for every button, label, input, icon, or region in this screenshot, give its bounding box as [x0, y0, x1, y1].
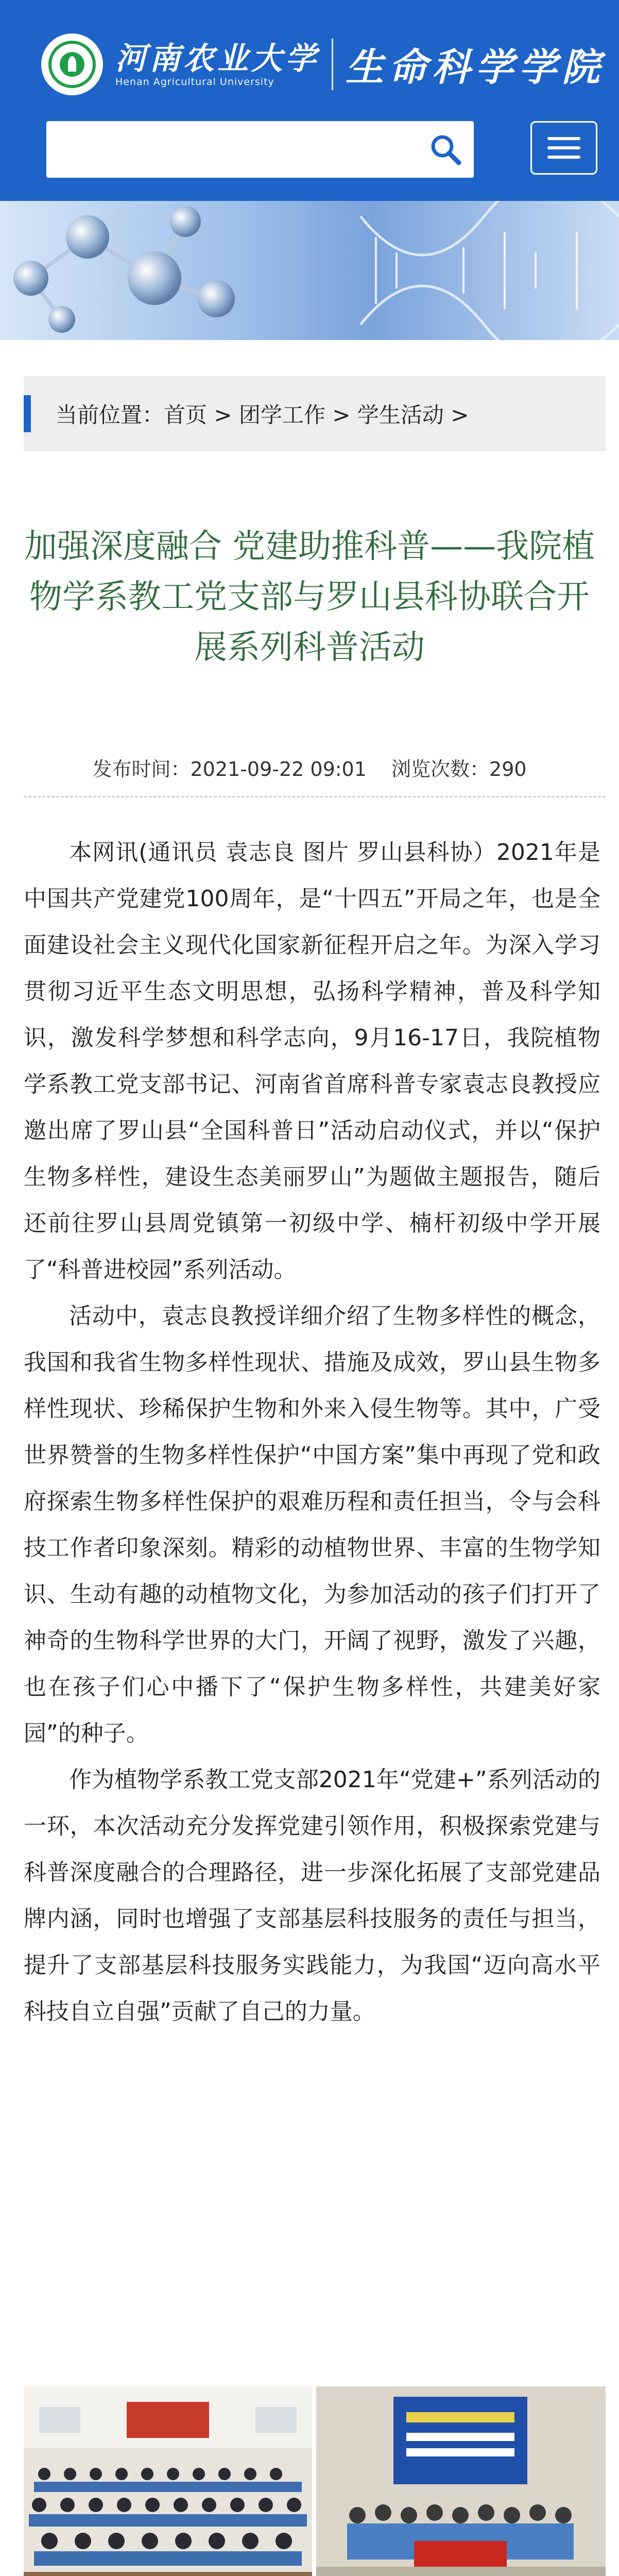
hamburger-menu-icon[interactable]	[530, 121, 597, 175]
breadcrumb-prefix: 当前位置：	[56, 402, 164, 428]
university-name-en: Henan Agricultural University	[115, 76, 274, 88]
views-label: 浏览次数：	[391, 758, 490, 781]
site-header	[0, 0, 619, 201]
university-name-cn: 河南农业大学	[115, 41, 319, 77]
views-value: 290	[489, 758, 527, 781]
photo-collage	[24, 2386, 606, 2576]
header-banner	[0, 201, 619, 340]
university-emblem-icon	[41, 33, 103, 95]
article-title: 加强深度融合 党建助推科普——我院植物学系教工党支部与罗山县科协联合开展系列科普活动	[24, 528, 595, 667]
breadcrumb-accent-bar	[24, 395, 31, 432]
breadcrumb-section[interactable]: 团学工作	[238, 402, 325, 428]
article-paragraph: 本网讯(通讯员 袁志良 图片 罗山县科协）2021年是中国共产党建党100周年，是“十四五”开局之年，也是全面建设社会主义现代化国家新征程开启之年。为深入学习贯彻习近平生态文明思想，弘扬科学精神，普及科学知识，激发科学梦想和科学志向，9月16-17日，我院植物学系教工党支部书记、河南省首席科普专家袁志良教授应邀出席了罗山县“全国科普日”活动启动仪式，并以“保护生物多样性，建设生态美丽罗山”为题做主题报告，随后还前往罗山县周党镇第一初级中学、楠杆初级中学开展了“科普进校园”系列活动。	[24, 839, 600, 1283]
article-paragraph: 活动中，袁志良教授详细介绍了生物多样性的概念，我国和我省生物多样性现状、措施及成效，罗山县生物多样性现状、珍稀保护生物和外来入侵生物等。其中，广受世界赞誉的生物多样性保护“中国方案”集中再现了党和政府探索生物多样性保护的艰难历程和责任担当，令与会科技工作者印象深刻。精彩的动植物世界、丰富的生物学知识、生动有趣的动植物文化，为参加活动的孩子们打开了神奇的生物科学世界的大门，开阔了视野，激发了兴趣，也在孩子们心中播下了“保护生物多样性，共建美好家园”的种子。	[24, 1303, 600, 1747]
search-icon	[429, 133, 462, 166]
college-name: 生命科学学院	[346, 45, 605, 90]
logo-divider	[332, 39, 333, 90]
search-input[interactable]	[46, 121, 407, 178]
publish-time	[92, 758, 366, 781]
photo-stage-group	[316, 2386, 606, 2576]
article-meta	[0, 753, 619, 782]
breadcrumb	[24, 376, 606, 451]
photo-auditorium-audience	[24, 2386, 312, 2576]
breadcrumb-separator: >	[325, 402, 357, 428]
university-name	[115, 41, 319, 88]
publish-label: 发布时间：	[92, 758, 191, 781]
breadcrumb-separator: >	[207, 402, 239, 428]
site-logo[interactable]	[41, 31, 605, 98]
publish-value: 2021-09-22 09:01	[190, 758, 367, 781]
molecule-dna-illustration	[0, 201, 619, 340]
breadcrumb-text	[56, 398, 469, 429]
breadcrumb-separator: >	[443, 402, 469, 428]
article-paragraph: 作为植物学系教工党支部2021年“党建+”系列活动的一环，本次活动充分发挥党建引领作用，积极探索党建与科普深度融合的合理路径，进一步深化拓展了支部党建品牌内涵，同时也增强了支部基层科技服务的责任与担当，提升了支部基层科技服务实践能力，为我国“迈向高水平科技自立自强”贡献了自己的力量。	[24, 1767, 600, 2025]
view-count	[391, 758, 527, 781]
article-body	[24, 829, 600, 2035]
breadcrumb-subsection[interactable]: 学生活动	[357, 402, 444, 428]
meta-divider	[24, 796, 606, 798]
breadcrumb-home[interactable]: 首页	[164, 402, 208, 428]
search-button[interactable]	[422, 126, 469, 173]
search-bar	[46, 121, 474, 178]
